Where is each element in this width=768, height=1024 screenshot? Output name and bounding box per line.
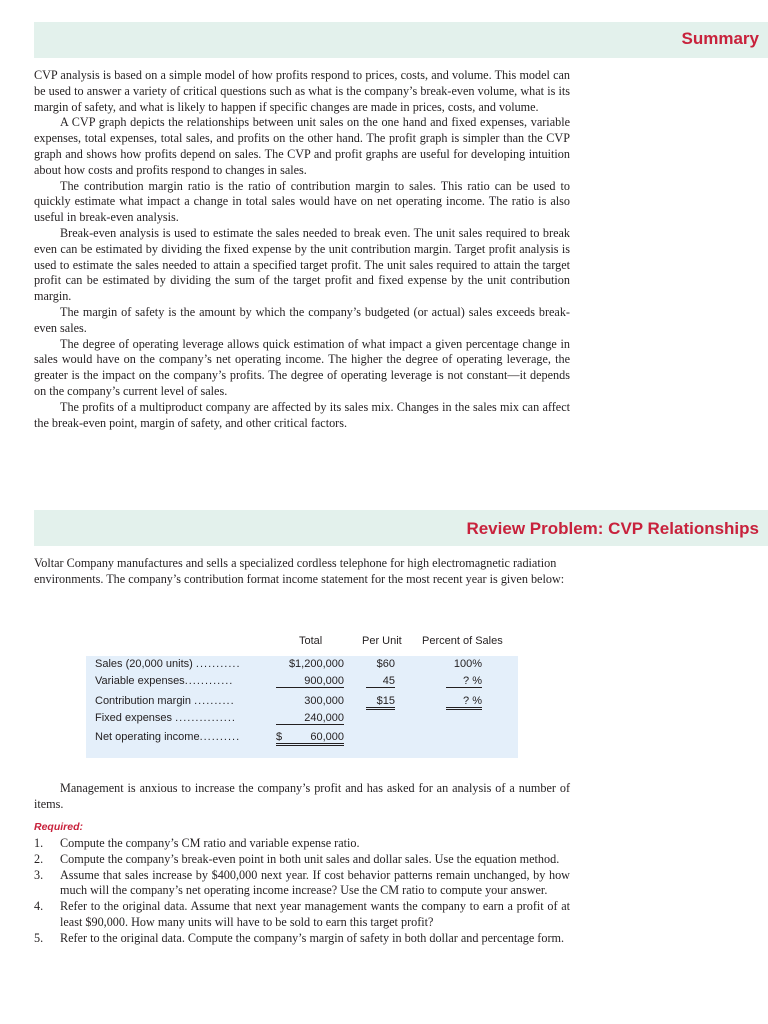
table-row-label: Contribution margin .......... (95, 695, 235, 707)
review-intro-text: Voltar Company manufactures and sells a specialized cordless telephone for high electromagnetic radiation environments. The company’s contribution format income statement for the most recent year is given below: (34, 556, 565, 586)
item-number: 2. (34, 851, 44, 866)
item-number: 1. (34, 836, 44, 850)
header-per-unit: Per Unit (362, 635, 402, 647)
table-cell-total: 300,000 (304, 695, 344, 707)
summary-paragraph: Break-even analysis is used to estimate the sales needed to break even. The unit sales required to break even can be estimated by dividing the fixed expense by the unit contribution margin. Target profit analysis is used to estimate the sales needed to attain a specified target profit. The unit sales required to attain the target profit can be estimated by dividing the sum of the target profit and fixed expense by the unit contribution margin. (34, 225, 570, 304)
summary-heading: Summary (681, 29, 759, 48)
management-request (34, 781, 570, 813)
list-item (34, 868, 570, 900)
review-heading: Review Problem: CVP Relationships (466, 519, 759, 538)
review-header-band (34, 510, 768, 546)
table-cell-percent: ? % (446, 695, 482, 710)
table-cell-percent: 100% (453, 658, 482, 670)
item-number: 5. (34, 930, 44, 945)
table-cell-total (276, 731, 344, 746)
item-number: 3. (34, 867, 44, 882)
table-row-label: Variable expenses............ (95, 675, 234, 687)
summary-paragraph: CVP analysis is based on a simple model of how profits respond to prices, costs, and volume. This model can be used to answer a variety of critical questions such as what is the company’s break-even volume, what is its margin of safety, and what is likely to happen if specific changes are made in prices, costs, and volume. (34, 68, 570, 114)
table-header (86, 627, 518, 656)
summary-paragraph: The degree of operating leverage allows quick estimation of what impact a given percentage change in sales would have on the company’s net operating income. The higher the degree of operating leverage, the greater is the impact on the company’s profits. The degree of operating leverage is not constant—it depends on the company’s current level of sales. (34, 336, 570, 398)
summary-paragraph: The contribution margin ratio is the ratio of contribution margin to sales. This ratio can be used to quickly estimate what impact a change in total sales would have on net operating income. The ratio is also useful in break-even analysis. (34, 178, 570, 225)
table-row-label: Net operating income.......... (95, 731, 241, 743)
summary-paragraph: The profits of a multiproduct company are affected by its sales mix. Changes in the sales mix can affect the break-even point, margin of safety, and other critical factors. (34, 399, 570, 430)
item-text: Compute the company’s CM ratio and variable expense ratio. (60, 836, 360, 850)
review-intro (34, 556, 570, 588)
required-label: Required: (34, 821, 84, 833)
table-cell-per-unit: $15 (366, 695, 395, 710)
list-item (34, 852, 570, 868)
table-cell-percent: ? % (446, 675, 482, 688)
list-item (34, 931, 570, 947)
item-text: Compute the company’s break-even point in both unit sales and dollar sales. Use the equation method. (60, 851, 560, 866)
summary-paragraph: The margin of safety is the amount by which the company’s budgeted (or actual) sales exceeds break-even sales. (34, 304, 570, 335)
item-number: 4. (34, 899, 44, 914)
table-cell-per-unit: 45 (366, 675, 395, 688)
item-text: Refer to the original data. Compute the company’s margin of safety in both dollar and percentage form. (60, 930, 565, 945)
list-item (34, 899, 570, 931)
list-item (34, 836, 570, 852)
table-cell-per-unit: $60 (376, 658, 395, 670)
table-cell-total: 900,000 (276, 675, 344, 688)
table-cell-total: 240,000 (276, 712, 344, 725)
header-percent-of-sales: Percent of Sales (422, 635, 503, 647)
summary-paragraph: A CVP graph depicts the relationships between unit sales on the one hand and fixed expenses, variable expenses, total expenses, total sales, and profits on the other hand. The profit graph is simpler than the CVP graph and shows how profits depend on sales. The CVP and profit graphs are useful for developing intuition about how costs and profits respond to changes in sales. (34, 115, 570, 177)
management-request-text: Management is anxious to increase the company’s profit and has asked for an analysis of a number of items. (34, 781, 570, 811)
requirements-list (34, 836, 570, 947)
summary-body (34, 68, 570, 431)
currency-symbol: $ (276, 731, 283, 743)
item-text: Assume that sales increase by $400,000 next year. If cost behavior patterns remain unchanged, by how much will the company’s net operating income increase? Use the CM ratio to compute your answer. (60, 867, 570, 898)
income-statement-table (86, 627, 518, 758)
table-cell-total: $1,200,000 (288, 658, 344, 670)
item-text: Refer to the original data. Assume that next year management wants the company to earn a profit of at least $90,000. How many units will have to be sold to earn this target profit? (60, 899, 570, 929)
table-row-label: Sales (20,000 units) ........... (95, 658, 241, 670)
table-cell-total-value: 60,000 (310, 731, 344, 743)
summary-header-band (34, 22, 768, 58)
table-row-label: Fixed expenses ............... (95, 712, 236, 724)
header-total: Total (299, 635, 323, 647)
